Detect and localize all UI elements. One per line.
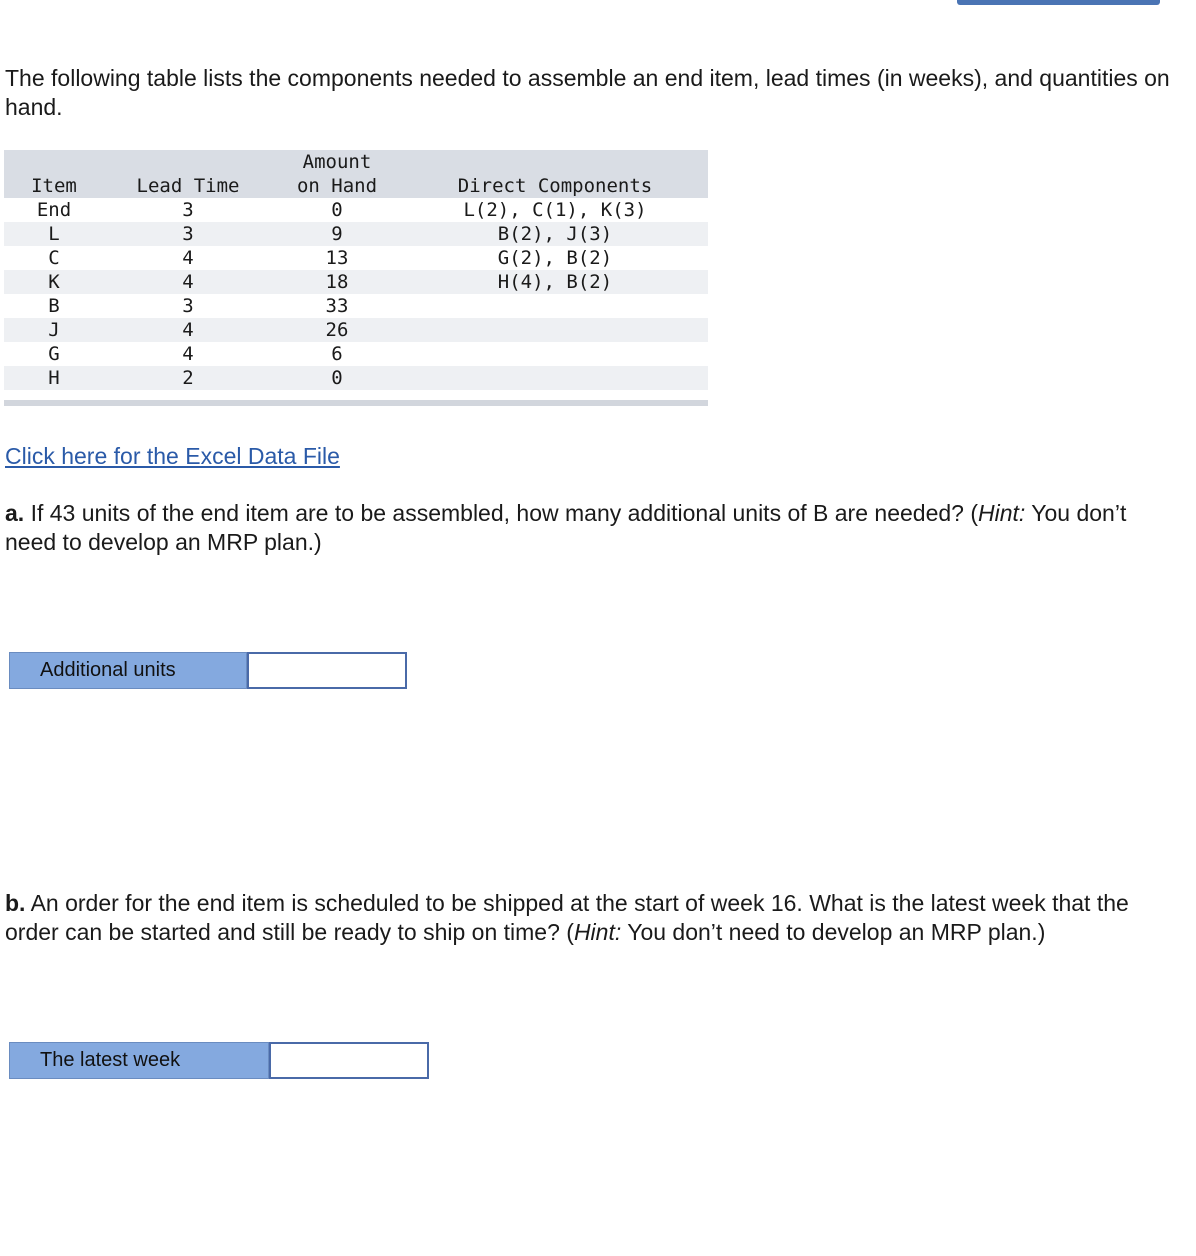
cell-lead-time: 2 [104,366,272,390]
cell-item: B [4,294,104,318]
cell-lead-time: 4 [104,270,272,294]
answer-row-a [9,652,407,689]
cell-direct-components [402,366,708,390]
cell-lead-time: 4 [104,342,272,366]
answer-label-a: Additional units [9,652,247,689]
cell-amount: 0 [272,198,402,222]
cell-direct-components [402,294,708,318]
latest-week-input[interactable] [269,1042,429,1079]
cell-lead-time: 4 [104,246,272,270]
cell-lead-time: 3 [104,294,272,318]
table-divider [4,400,708,406]
cell-direct-components: H(4), B(2) [402,270,708,294]
question-b-hint: Hint: [573,919,622,945]
question-b-prefix: b. [5,890,26,916]
cell-item: K [4,270,104,294]
question-a [5,499,1175,557]
components-table-wrap [4,150,708,406]
question-b-text2: You don’t need to develop an MRP plan.) [621,919,1046,945]
cell-item: J [4,318,104,342]
question-a-hint: Hint: [978,500,1026,526]
answer-label-b: The latest week [9,1042,269,1079]
question-a-text: If 43 units of the end item are to be assembled, how many additional units of B are needed? ( [24,500,978,526]
cell-item: H [4,366,104,390]
header-lead-time: Lead Time [104,174,272,198]
additional-units-input[interactable] [247,652,407,689]
question-b [5,889,1175,947]
table-row [4,342,708,366]
table-row [4,318,708,342]
header-item: Item [4,174,104,198]
table-row [4,366,708,390]
cell-amount: 0 [272,366,402,390]
table-row [4,198,708,222]
cell-direct-components [402,342,708,366]
cell-lead-time: 4 [104,318,272,342]
cell-amount: 6 [272,342,402,366]
header-amount-line2: on Hand [272,174,402,198]
question-b-text: An order for the end item is scheduled to be shipped at the start of week 16. What is the latest week that the order can be started and still be ready to ship on time? ( [5,890,1129,945]
table-row [4,246,708,270]
table-row [4,294,708,318]
cell-amount: 9 [272,222,402,246]
cell-item: G [4,342,104,366]
top-nav-button[interactable] [957,0,1160,5]
excel-data-file-link[interactable]: Click here for the Excel Data File [5,443,340,469]
cell-direct-components: G(2), B(2) [402,246,708,270]
cell-amount: 26 [272,318,402,342]
cell-amount: 18 [272,270,402,294]
question-a-prefix: a. [5,500,25,526]
cell-lead-time: 3 [104,198,272,222]
cell-lead-time: 3 [104,222,272,246]
cell-item: C [4,246,104,270]
cell-amount: 33 [272,294,402,318]
answer-row-b [9,1042,429,1079]
question-a-text2: You don’t need to develop an MRP plan.) [5,500,1127,555]
cell-item: End [4,198,104,222]
header-amount-line1: Amount [272,150,402,174]
table-row [4,270,708,294]
cell-direct-components: L(2), C(1), K(3) [402,198,708,222]
components-table [4,150,708,390]
intro-text: The following table lists the components needed to assemble an end item, lead times (in weeks), and quantities on hand. [5,65,1170,120]
table-row [4,222,708,246]
cell-amount: 13 [272,246,402,270]
cell-item: L [4,222,104,246]
header-direct-components: Direct Components [402,174,708,198]
cell-direct-components: B(2), J(3) [402,222,708,246]
cell-direct-components [402,318,708,342]
